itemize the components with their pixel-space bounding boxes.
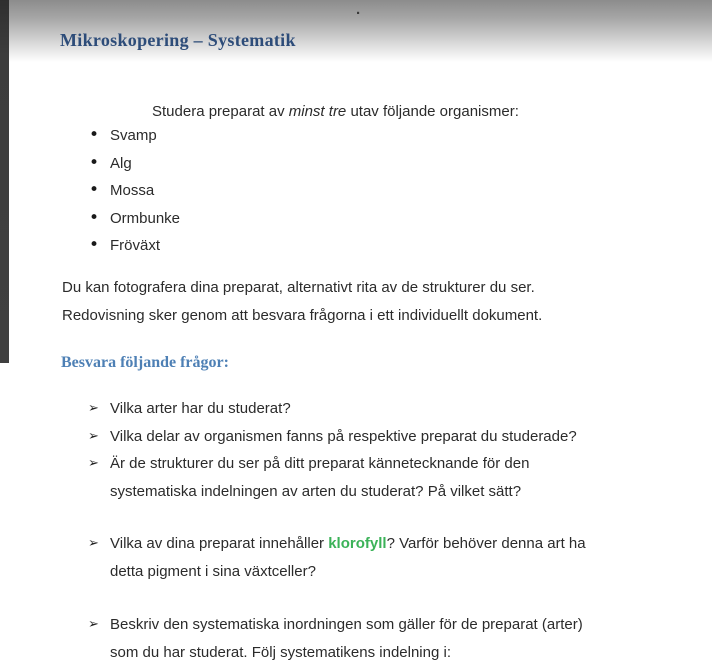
arrow-bullet-icon: ➢: [88, 456, 99, 471]
paragraph-line-2: Redovisning sker genom att besvara frågorna i ett individuellt dokument.: [62, 306, 543, 324]
arrow-bullet-icon: ➢: [88, 536, 99, 551]
intro-emphasis: minst tre: [288, 103, 347, 120]
question-item: [88, 611, 586, 666]
bullet-icon: •: [89, 125, 100, 145]
paragraph-line-1: Du kan fotografera dina preparat, alternativt rita av de strukturer du ser.: [62, 279, 535, 296]
question-line: Beskriv den systematiska inordningen som gäller för de preparat (arter): [110, 616, 583, 633]
organism-list: [89, 122, 180, 260]
question-line: Vilka delar av organismen fanns på respektive preparat du studerade?: [110, 427, 577, 445]
intro-prefix: Studera preparat av: [152, 103, 289, 120]
list-item: [89, 150, 180, 178]
questions-heading: Besvara följande frågor:: [61, 354, 229, 372]
intro-line: [152, 101, 519, 123]
page-title: Mikroskopering – Systematik: [60, 30, 296, 51]
question-text: [110, 423, 577, 451]
list-item: [89, 205, 180, 233]
question-line-prefix: Vilka av dina preparat innehåller: [110, 535, 329, 552]
question-line-suffix: ? Varför behöver denna art ha: [386, 535, 586, 552]
organism-label: Svamp: [110, 127, 157, 144]
body-paragraph: [62, 274, 542, 329]
question-item: [88, 395, 586, 423]
question-item: [88, 423, 586, 451]
stray-dot: .: [356, 1, 361, 18]
question-list: [88, 395, 586, 666]
question-text: [110, 395, 291, 423]
question-line: detta pigment i sina växtceller?: [110, 562, 316, 580]
question-line: Är de strukturer du ser på ditt preparat kännetecknande för den: [110, 455, 530, 472]
question-line: [110, 530, 586, 558]
left-edge-dark-bar: [0, 0, 9, 363]
organism-label: Fröväxt: [110, 237, 161, 254]
organism-label: Alg: [110, 154, 132, 172]
question-line: som du har studerat. Följ systematikens indelning i:: [110, 643, 451, 661]
arrow-bullet-icon: ➢: [88, 617, 99, 632]
bullet-icon: •: [89, 152, 100, 173]
list-item: [89, 232, 180, 260]
list-item: [89, 177, 180, 205]
question-line: systematiska indelningen av arten du studerat? På vilket sätt?: [110, 482, 522, 500]
arrow-bullet-icon: ➢: [88, 401, 99, 416]
bullet-icon: •: [89, 235, 100, 255]
question-text: [110, 530, 586, 585]
arrow-bullet-icon: ➢: [88, 428, 99, 444]
organism-label: Mossa: [110, 182, 155, 199]
question-text: [110, 450, 529, 505]
bullet-icon: •: [89, 180, 100, 200]
organism-label: Ormbunke: [110, 209, 181, 227]
chlorophyll-highlight: klorofyll: [328, 535, 387, 552]
question-line: Vilka arter har du studerat?: [110, 400, 291, 417]
bullet-icon: •: [89, 207, 100, 228]
list-item: [89, 122, 180, 150]
question-item: [88, 530, 586, 585]
intro-suffix: utav följande organismer:: [346, 103, 519, 120]
question-text: [110, 611, 583, 666]
question-item: [88, 450, 586, 505]
